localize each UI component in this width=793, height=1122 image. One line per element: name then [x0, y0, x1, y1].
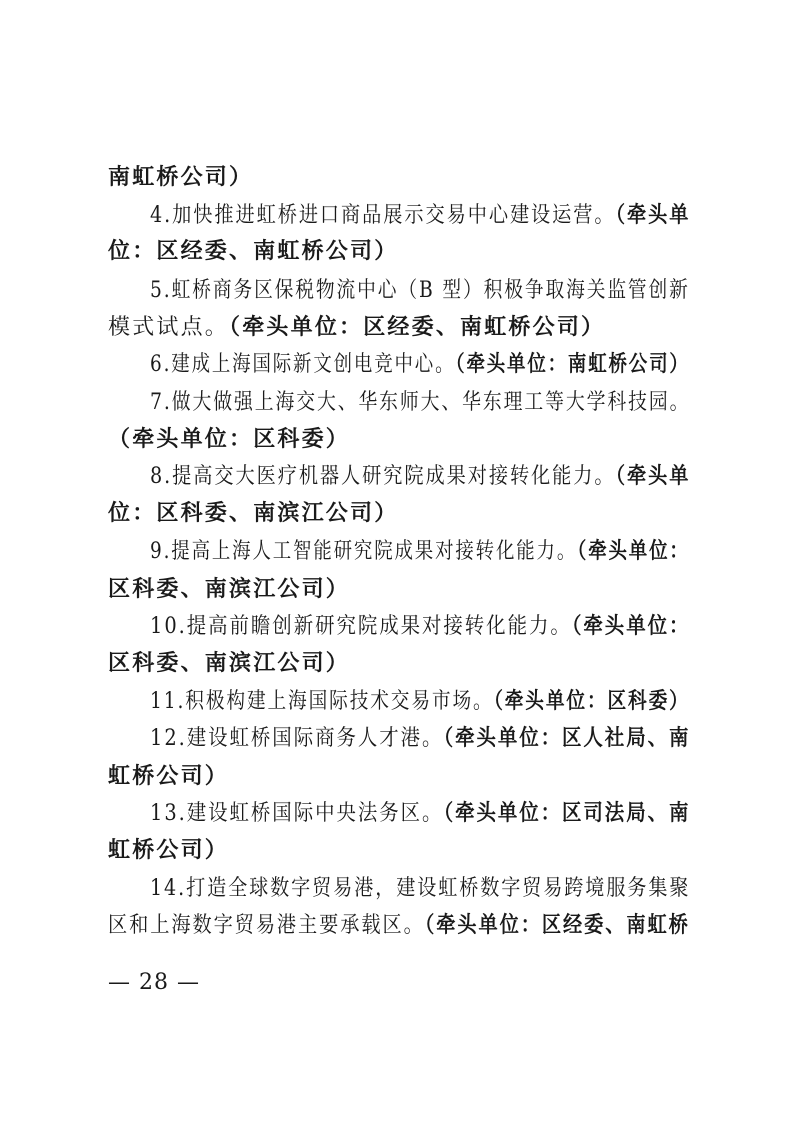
line-11: 9.提高上海人工智能研究院成果对接转化能力。（牵头单位： [150, 538, 690, 564]
line-20: 14.打造全球数字贸易港，建设虹桥数字贸易跨境服务集聚 [150, 876, 691, 901]
line-7: 7.做大做强上海交大、华东师大、华东理工等大学科技园。 [150, 390, 691, 415]
line-14: 区科委、南滨江公司） [108, 650, 351, 676]
line-9: 8.提高交大医疗机器人研究院成果对接转化能力。（牵头单 [150, 463, 691, 489]
line-4: 5.虹桥商务区保税物流中心（B 型）积极争取海关监管创新 [150, 278, 690, 303]
line-18: 13.建设虹桥国际中央法务区。（牵头单位：区司法局、南 [150, 800, 691, 826]
line-17: 虹桥公司） [108, 763, 230, 789]
line-6: 6.建成上海国际新文创电竞中心。（牵头单位：南虹桥公司） [150, 351, 690, 377]
line-1: 南虹桥公司） [108, 164, 254, 190]
line-16: 12.建设虹桥国际商务人才港。（牵头单位：区人社局、南 [150, 725, 691, 751]
line-13: 10.提高前瞻创新研究院成果对接转化能力。（牵头单位： [150, 613, 691, 639]
line-12: 区科委、南滨江公司） [108, 576, 351, 602]
line-3: 位：区经委、南虹桥公司） [108, 238, 399, 264]
line-15: 11.积极构建上海国际技术交易市场。（牵头单位：区科委） [150, 688, 690, 714]
line-2: 4.加快推进虹桥进口商品展示交易中心建设运营。（牵头单 [150, 202, 691, 228]
line-10: 位：区科委、南滨江公司） [108, 500, 399, 526]
line-21: 区和上海数字贸易港主要承载区。（牵头单位：区经委、南虹桥 [108, 912, 690, 938]
line-19: 虹桥公司） [108, 837, 230, 863]
page-number: — 28 — [108, 970, 200, 995]
line-5: 模式试点。（牵头单位：区经委、南虹桥公司） [108, 314, 606, 340]
line-8: （牵头单位：区科委） [108, 426, 351, 452]
